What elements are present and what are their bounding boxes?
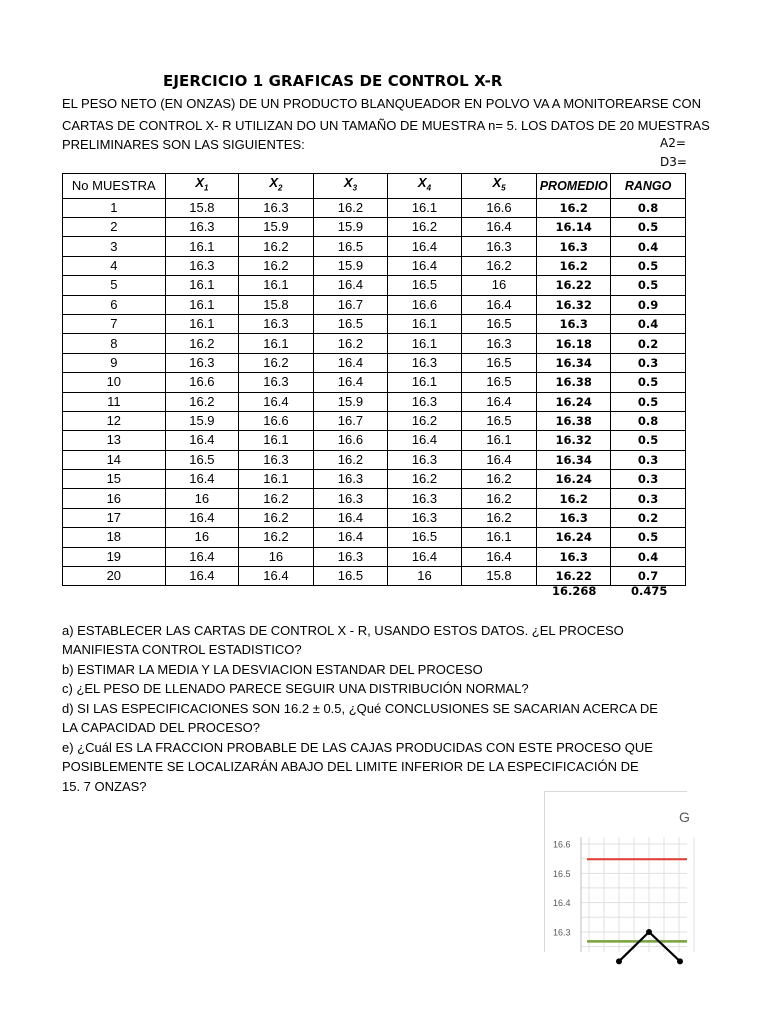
table-cell: 16.2 — [239, 508, 314, 527]
question-line-2: MANIFIESTA CONTROL ESTADISTICO? — [62, 642, 302, 657]
table-cell: 16.14 — [537, 217, 611, 236]
table-cell: 16.24 — [537, 528, 611, 547]
table-cell: 16.3 — [239, 373, 314, 392]
table-cell: 16.18 — [537, 334, 611, 353]
table-row — [63, 470, 686, 489]
table-cell: 16.1 — [388, 334, 462, 353]
table-row — [63, 411, 686, 430]
table-cell: 16.2 — [239, 256, 314, 275]
table-cell: 16.2 — [239, 353, 314, 372]
question-line-4: c) ¿EL PESO DE LLENADO PARECE SEGUIR UNA DISTRIBUCIÓN NORMAL? — [62, 681, 529, 696]
table-cell: 1 — [63, 198, 166, 217]
samples-table — [62, 173, 686, 586]
header-x3-label: X — [343, 175, 353, 190]
table-body — [63, 198, 686, 586]
table-cell: 16.4 — [461, 450, 537, 469]
header-rango: RANGO — [611, 174, 686, 199]
table-row — [63, 567, 686, 586]
table-cell: 16.3 — [461, 237, 537, 256]
table-cell: 16.3 — [388, 508, 462, 527]
series-point — [616, 958, 622, 964]
table-cell: 15.8 — [239, 295, 314, 314]
table-cell: 16.4 — [388, 237, 462, 256]
table-row — [63, 528, 686, 547]
table-cell: 16.6 — [165, 373, 239, 392]
table-row — [63, 314, 686, 333]
table-cell: 0.3 — [611, 470, 686, 489]
table-cell: 15.9 — [239, 217, 314, 236]
table-cell: 0.5 — [611, 276, 686, 295]
chart-panel — [544, 791, 690, 952]
constant-d3: D3= — [660, 155, 687, 169]
table-cell: 6 — [63, 295, 166, 314]
table-cell: 11 — [63, 392, 166, 411]
table-cell: 16.2 — [537, 489, 611, 508]
table-cell: 16.4 — [388, 256, 462, 275]
table-row — [63, 450, 686, 469]
table-cell: 16.5 — [313, 314, 388, 333]
constant-a2: A2= — [660, 136, 686, 150]
table-cell: 16.3 — [313, 547, 388, 566]
header-x4-sub: 4 — [426, 183, 432, 193]
table-cell: 16.2 — [461, 256, 537, 275]
total-rango: 0.475 — [631, 584, 668, 598]
table-cell: 16.5 — [461, 373, 537, 392]
header-x1-label: X — [195, 175, 204, 190]
question-line-8: POSIBLEMENTE SE LOCALIZARÁN ABAJO DEL LIMITE INFERIOR DE LA ESPECIFICACIÓN DE — [62, 759, 639, 774]
table-cell: 16 — [63, 489, 166, 508]
table-cell: 16.7 — [313, 295, 388, 314]
table-cell: 16.2 — [239, 237, 314, 256]
table-cell: 16.4 — [239, 392, 314, 411]
table-cell: 0.3 — [611, 450, 686, 469]
table-cell: 16.6 — [461, 198, 537, 217]
table-cell: 16.3 — [313, 470, 388, 489]
table-cell: 16.2 — [388, 470, 462, 489]
table-cell: 16.3 — [239, 314, 314, 333]
table-cell: 16.1 — [165, 237, 239, 256]
table-cell: 16.32 — [537, 295, 611, 314]
table-row — [63, 431, 686, 450]
header-x2-sub: 2 — [278, 183, 283, 193]
table-cell: 16.2 — [165, 334, 239, 353]
table-cell: 16.3 — [239, 450, 314, 469]
table-row — [63, 198, 686, 217]
header-x2-label: X — [269, 175, 279, 190]
table-cell: 0.4 — [611, 314, 686, 333]
table-cell: 15.9 — [313, 392, 388, 411]
table-cell: 16.4 — [165, 470, 239, 489]
table-cell: 16.6 — [388, 295, 462, 314]
series-point — [646, 929, 652, 935]
series-point — [677, 958, 683, 964]
table-cell: 16.1 — [388, 314, 462, 333]
table-cell: 16.3 — [388, 353, 462, 372]
table-row — [63, 334, 686, 353]
header-x1 — [165, 174, 239, 199]
table-cell: 0.9 — [611, 295, 686, 314]
table-cell: 16.5 — [388, 528, 462, 547]
header-x4 — [388, 174, 462, 199]
table-cell: 16.5 — [461, 411, 537, 430]
table-cell: 16.3 — [388, 489, 462, 508]
table-cell: 7 — [63, 314, 166, 333]
table-cell: 16.5 — [461, 353, 537, 372]
table-cell: 16.5 — [313, 237, 388, 256]
header-x5 — [461, 174, 537, 199]
question-line-9: 15. 7 ONZAS? — [62, 779, 147, 794]
table-cell: 13 — [63, 431, 166, 450]
table-row — [63, 489, 686, 508]
total-promedio: 16.268 — [552, 584, 597, 598]
table-cell: 16.1 — [239, 431, 314, 450]
table-cell: 16.4 — [165, 508, 239, 527]
table-row — [63, 295, 686, 314]
table-cell: 16.4 — [461, 547, 537, 566]
table-cell: 16.34 — [537, 353, 611, 372]
header-x5-label: X — [492, 175, 502, 190]
table-cell: 16.2 — [165, 392, 239, 411]
table-cell: 16.4 — [239, 567, 314, 586]
chart-title: G — [679, 809, 690, 825]
table-cell: 18 — [63, 528, 166, 547]
header-x3-sub: 3 — [352, 183, 358, 193]
table-cell: 0.2 — [611, 508, 686, 527]
table-cell: 3 — [63, 237, 166, 256]
table-cell: 16.2 — [537, 198, 611, 217]
table-cell: 0.5 — [611, 373, 686, 392]
table-cell: 0.8 — [611, 198, 686, 217]
table-cell: 16.6 — [313, 431, 388, 450]
y-tick-label: 16.3 — [553, 927, 571, 938]
table-cell: 0.5 — [611, 217, 686, 236]
table-cell: 16 — [461, 276, 537, 295]
table-cell: 16.4 — [313, 353, 388, 372]
table-cell: 4 — [63, 256, 166, 275]
table-cell: 16.4 — [313, 508, 388, 527]
table-cell: 16.6 — [239, 411, 314, 430]
table-cell: 16.4 — [388, 431, 462, 450]
table-cell: 0.4 — [611, 547, 686, 566]
table-cell: 9 — [63, 353, 166, 372]
table-row — [63, 237, 686, 256]
question-line-6: LA CAPACIDAD DEL PROCESO? — [62, 720, 260, 735]
table-cell: 16.22 — [537, 276, 611, 295]
table-cell: 16.1 — [388, 198, 462, 217]
intro-line-3: PRELIMINARES SON LAS SIGUIENTES: — [62, 137, 305, 152]
table-cell: 16.2 — [239, 489, 314, 508]
table-cell: 16.2 — [461, 470, 537, 489]
table-cell: 16.38 — [537, 411, 611, 430]
table-cell: 16.3 — [388, 450, 462, 469]
table-cell: 16.2 — [537, 256, 611, 275]
header-x3 — [313, 174, 388, 199]
table-cell: 16.1 — [239, 470, 314, 489]
question-line-7: e) ¿Cuál ES LA FRACCION PROBABLE DE LAS CAJAS PRODUCIDAS CON ESTE PROCESO QUE — [62, 740, 653, 755]
table-cell: 16.3 — [537, 237, 611, 256]
table-row — [63, 217, 686, 236]
page-title: EJERCICIO 1 GRAFICAS DE CONTROL X-R — [163, 72, 503, 90]
table-cell: 16.4 — [165, 567, 239, 586]
table-cell: 16.5 — [388, 276, 462, 295]
table-cell: 0.5 — [611, 528, 686, 547]
table-cell: 16.1 — [239, 334, 314, 353]
question-line-1: a) ESTABLECER LAS CARTAS DE CONTROL X - R, USANDO ESTOS DATOS. ¿EL PROCESO — [62, 623, 624, 638]
table-cell: 16.1 — [165, 295, 239, 314]
table-cell: 16.4 — [313, 373, 388, 392]
table-cell: 16.4 — [165, 547, 239, 566]
table-cell: 19 — [63, 547, 166, 566]
table-row — [63, 373, 686, 392]
table-cell: 15.9 — [313, 256, 388, 275]
table-cell: 0.7 — [611, 567, 686, 586]
y-tick-label: 16.5 — [553, 868, 571, 879]
header-sample: No MUESTRA — [63, 174, 166, 199]
header-promedio: PROMEDIO — [537, 174, 611, 199]
table-cell: 0.4 — [611, 237, 686, 256]
table-cell: 16.3 — [165, 217, 239, 236]
table-cell: 16 — [239, 547, 314, 566]
table-cell: 16.2 — [388, 411, 462, 430]
table-cell: 16.2 — [313, 198, 388, 217]
table-row — [63, 508, 686, 527]
table-cell: 12 — [63, 411, 166, 430]
table-row — [63, 353, 686, 372]
table-cell: 0.5 — [611, 256, 686, 275]
header-x1-sub: 1 — [204, 183, 209, 193]
table-cell: 16.3 — [537, 547, 611, 566]
table-row — [63, 547, 686, 566]
table-cell: 16.3 — [239, 198, 314, 217]
table-cell: 16.1 — [388, 373, 462, 392]
table-cell: 16.1 — [165, 276, 239, 295]
table-cell: 0.8 — [611, 411, 686, 430]
intro-line-1: EL PESO NETO (EN ONZAS) DE UN PRODUCTO BLANQUEADOR EN POLVO VA A MONITOREARSE CON — [62, 96, 702, 111]
table-cell: 16.1 — [461, 528, 537, 547]
table-cell: 16.2 — [461, 508, 537, 527]
table-cell: 16.1 — [239, 276, 314, 295]
table-cell: 16.1 — [461, 431, 537, 450]
table-cell: 16.38 — [537, 373, 611, 392]
table-cell: 15.9 — [313, 217, 388, 236]
table-cell: 17 — [63, 508, 166, 527]
table-cell: 16 — [165, 489, 239, 508]
table-cell: 16.24 — [537, 470, 611, 489]
question-line-5: d) SI LAS ESPECIFICACIONES SON 16.2 ± 0.5, ¿Qué CONCLUSIONES SE SACARIAN ACERCA DE — [62, 701, 658, 716]
table-cell: 16.3 — [461, 334, 537, 353]
table-cell: 15.8 — [461, 567, 537, 586]
table-cell: 15 — [63, 470, 166, 489]
table-cell: 16.3 — [537, 314, 611, 333]
table-cell: 8 — [63, 334, 166, 353]
table-cell: 16.32 — [537, 431, 611, 450]
table-cell: 16.4 — [461, 392, 537, 411]
table-cell: 16.2 — [239, 528, 314, 547]
table-cell: 16.1 — [165, 314, 239, 333]
table-cell: 16.3 — [165, 353, 239, 372]
table-cell: 14 — [63, 450, 166, 469]
y-tick-label: 16.4 — [553, 898, 571, 909]
table-cell: 16.5 — [461, 314, 537, 333]
y-tick-label: 16.6 — [553, 839, 571, 850]
table-cell: 15.9 — [165, 411, 239, 430]
table-row — [63, 256, 686, 275]
table-cell: 16.3 — [388, 392, 462, 411]
table-cell: 10 — [63, 373, 166, 392]
table-cell: 16.3 — [313, 489, 388, 508]
table-cell: 16.2 — [313, 334, 388, 353]
header-x2 — [239, 174, 314, 199]
table-cell: 16.2 — [388, 217, 462, 236]
header-x5-sub: 5 — [501, 183, 506, 193]
table-row — [63, 392, 686, 411]
header-x4-label: X — [417, 175, 427, 190]
table-cell: 16.5 — [313, 567, 388, 586]
table-cell: 16.2 — [461, 489, 537, 508]
table-cell: 16.3 — [165, 256, 239, 275]
table-cell: 16.4 — [165, 431, 239, 450]
table-cell: 16.22 — [537, 567, 611, 586]
table-header-row — [63, 174, 686, 199]
table-cell: 16.24 — [537, 392, 611, 411]
table-cell: 0.2 — [611, 334, 686, 353]
table-cell: 5 — [63, 276, 166, 295]
table-cell: 16.5 — [165, 450, 239, 469]
table-cell: 0.3 — [611, 489, 686, 508]
table-cell: 16.4 — [461, 295, 537, 314]
table-cell: 16.2 — [313, 450, 388, 469]
table-cell: 0.5 — [611, 392, 686, 411]
table-cell: 16.4 — [313, 528, 388, 547]
table-cell: 16 — [388, 567, 462, 586]
table-cell: 16.7 — [313, 411, 388, 430]
table-cell: 16.4 — [388, 547, 462, 566]
table-cell: 15.8 — [165, 198, 239, 217]
table-cell: 16.34 — [537, 450, 611, 469]
control-chart — [545, 792, 690, 952]
table-cell: 16.4 — [313, 276, 388, 295]
table-cell: 20 — [63, 567, 166, 586]
table-row — [63, 276, 686, 295]
table-cell: 2 — [63, 217, 166, 236]
table-cell: 16 — [165, 528, 239, 547]
intro-line-2: CARTAS DE CONTROL X- R UTILIZAN DO UN TAMAÑO DE MUESTRA n= 5. LOS DATOS DE 20 MUESTRAS — [62, 118, 710, 133]
table-cell: 16.4 — [461, 217, 537, 236]
question-line-3: b) ESTIMAR LA MEDIA Y LA DESVIACION ESTANDAR DEL PROCESO — [62, 662, 483, 677]
table-cell: 16.3 — [537, 508, 611, 527]
table-cell: 0.5 — [611, 431, 686, 450]
table-cell: 0.3 — [611, 353, 686, 372]
